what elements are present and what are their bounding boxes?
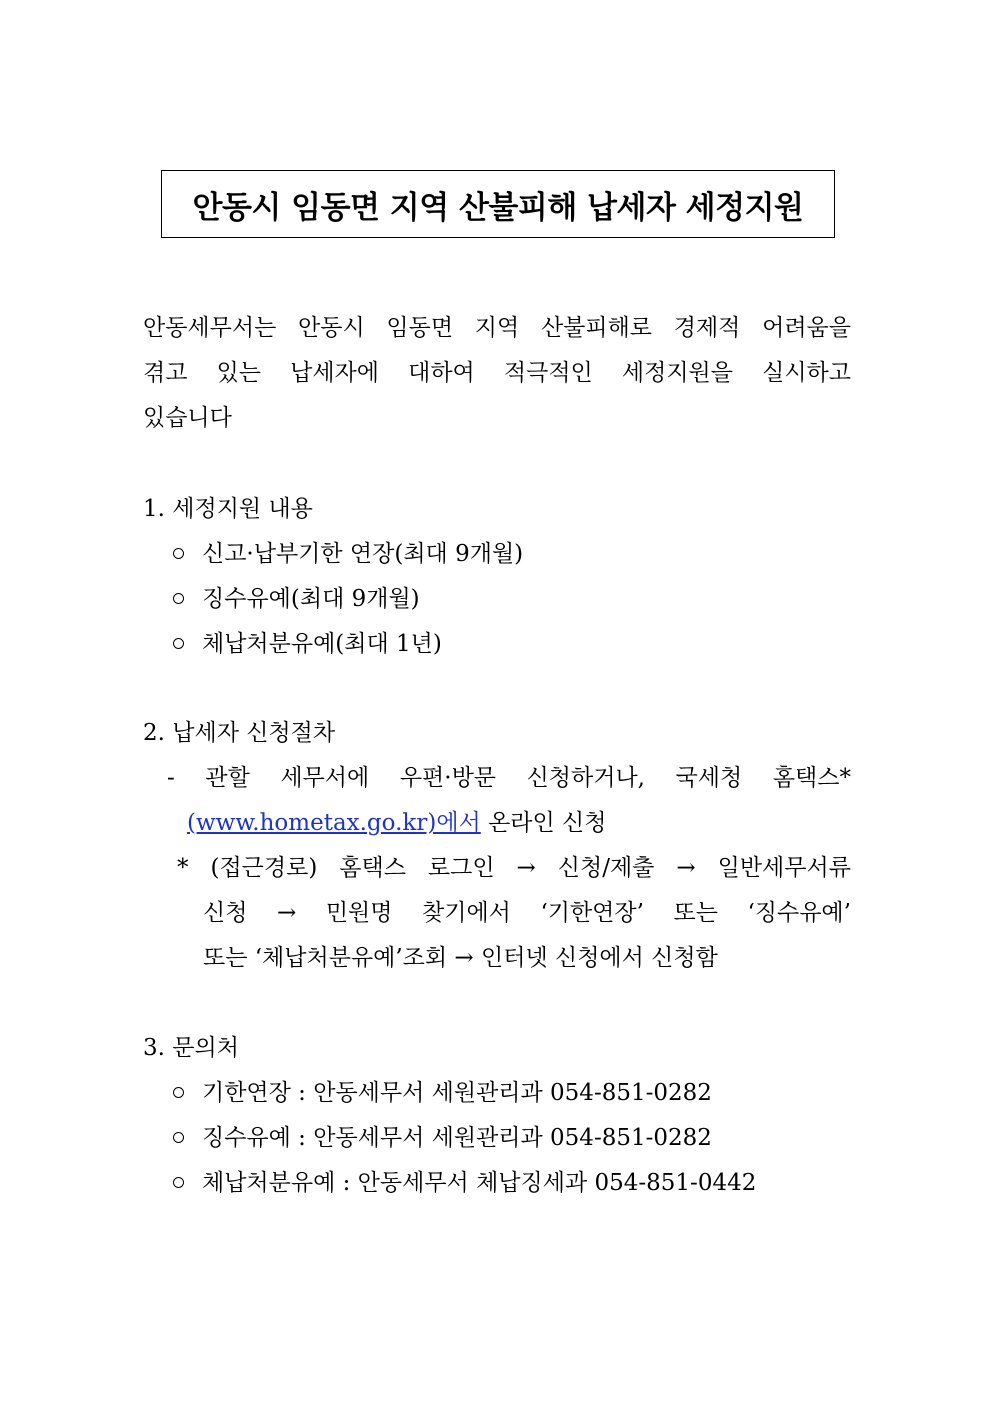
dash-word: 홈택스* (772, 765, 851, 791)
section2-note-line-3: 또는 ‘체납처분유예’조회 → 인터넷 신청에서 신청함 (203, 945, 718, 971)
note-word: ‘기한연장’ (540, 900, 644, 926)
intro-line-2 (143, 350, 851, 396)
section3-heading: 3. 문의처 (143, 1035, 239, 1061)
intro-word: 산불피해로 (540, 315, 653, 341)
intro-word: 임동면 (386, 315, 454, 341)
intro-word: 안동시 (298, 315, 365, 341)
dash-word: 관할 (205, 765, 250, 791)
intro-line-3: 있습니다 (143, 405, 232, 431)
intro-word: 납세자에 (290, 360, 379, 386)
intro-word: 적극적인 (503, 360, 593, 386)
note-word: 로그인 (427, 855, 495, 881)
circle-bullet-icon (173, 638, 184, 649)
circle-bullet-icon (173, 1087, 184, 1098)
circle-bullet-icon (173, 548, 184, 559)
intro-line-1 (143, 305, 851, 351)
note-word: * (177, 855, 189, 881)
section2-link-line (187, 800, 606, 846)
section2-note-line-2 (203, 890, 851, 936)
intro-word: 안동세무서는 (143, 315, 277, 341)
circle-bullet-icon (173, 593, 184, 604)
dash-word: - (167, 765, 175, 791)
arrow-icon: → (516, 855, 536, 881)
note-word: 찾기에서 (422, 900, 511, 926)
note-word: 일반세무서류 (717, 855, 851, 881)
intro-word: 겪고 (143, 360, 188, 386)
section3-item-2: 징수유예 : 안동세무서 세원관리과 054-851-0282 (173, 1115, 712, 1161)
dash-word: 세무서에 (280, 765, 370, 791)
section3-item-1: 기한연장 : 안동세무서 세원관리과 054-851-0282 (173, 1070, 712, 1116)
section3-item-3: 체납처분유예 : 안동세무서 체납징세과 054-851-0442 (173, 1160, 756, 1206)
section1-heading: 1. 세정지원 내용 (143, 496, 313, 522)
note-word: (접근경로) (210, 855, 318, 881)
section1-item-2: 징수유예(최대 9개월) (173, 576, 420, 622)
circle-bullet-icon (173, 1132, 184, 1143)
page-title: 안동시 임동면 지역 산불피해 납세자 세정지원 (192, 189, 804, 226)
intro-word: 있는 (216, 360, 261, 386)
dash-word: 신청하거나, (526, 765, 645, 791)
section1-item-1: 신고·납부기한 연장(최대 9개월) (173, 531, 523, 577)
online-apply-text: 온라인 신청 (480, 810, 607, 836)
circle-bullet-icon (173, 1177, 184, 1188)
note-word: 홈택스 (339, 855, 406, 881)
intro-word: 세정지원을 (621, 360, 733, 386)
arrow-icon: → (676, 855, 696, 881)
hometax-link[interactable]: (www.hometax.go.kr)에서 (187, 810, 481, 836)
arrow-icon: → (276, 900, 297, 926)
dash-word: 우편·방문 (399, 765, 497, 791)
intro-word: 경제적 (673, 315, 741, 341)
note-word: ‘징수유예’ (747, 900, 851, 926)
intro-word: 어려움을 (762, 315, 851, 341)
note-word: 신청/제출 (557, 855, 655, 881)
note-word: 또는 (673, 900, 718, 926)
section2-note-line-1 (177, 845, 851, 891)
note-word: 민원명 (325, 900, 393, 926)
intro-word: 대하여 (408, 360, 475, 386)
intro-word: 지역 (474, 315, 520, 341)
section2-dash-line (167, 755, 851, 801)
title-box (161, 170, 835, 238)
dash-word: 국세청 (675, 765, 743, 791)
section1-item-3: 체납처분유예(최대 1년) (173, 621, 442, 667)
note-word: 신청 (203, 900, 248, 926)
section2-heading: 2. 납세자 신청절차 (143, 720, 336, 746)
intro-word: 실시하고 (762, 360, 851, 386)
